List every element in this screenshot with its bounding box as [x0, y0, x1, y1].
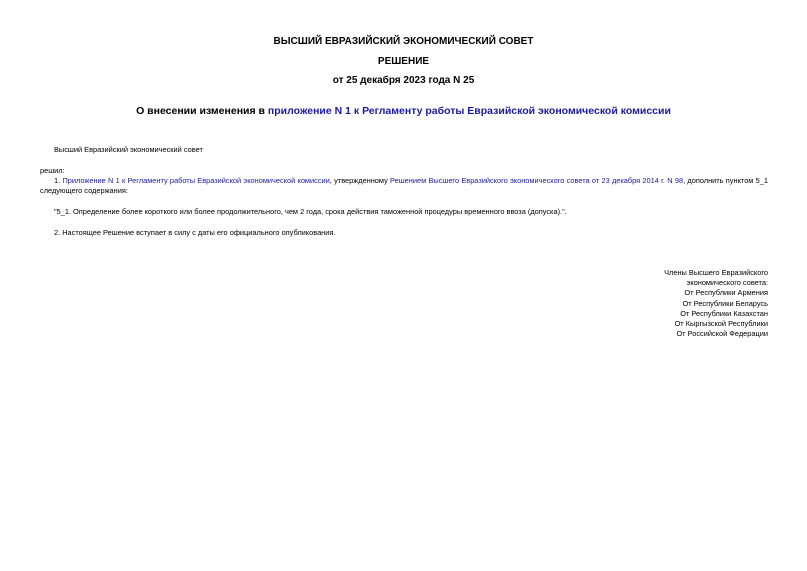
member-item: От Республики Беларусь	[682, 298, 768, 308]
p1-end: , дополнить пунктом 5_1 следующего содержания:	[40, 176, 768, 195]
org-heading: ВЫСШИЙ ЕВРАЗИЙСКИЙ ЭКОНОМИЧЕСКИЙ СОВЕТ	[273, 36, 534, 47]
members-heading-line2: экономического совета:	[686, 278, 768, 288]
paragraph-5-1: "5_1. Определение более короткого или более продолжительного, чем 2 года, срока действия таможенной процедуры временного ввоза (допуска).".	[54, 207, 567, 216]
title-appendix-link[interactable]: приложение N 1 к Регламенту работы Евразийской экономической комиссии	[267, 105, 671, 117]
p1-number: 1.	[54, 176, 63, 185]
date-number-heading: от 25 декабря 2023 года N 25	[332, 75, 475, 86]
member-item: От Республики Армения	[684, 288, 768, 298]
member-item: От Кыргызской Республики	[674, 319, 768, 329]
document-title	[0, 105, 807, 117]
paragraph-2: 2. Настоящее Решение вступает в силу с даты его официального опубликования.	[54, 228, 336, 237]
title-prefix: О внесении изменения в	[136, 105, 268, 117]
decision-98-link[interactable]: Решением Высшего Евразийского экономического совета от 23 декабря 2014 г. N 98	[390, 176, 684, 185]
members-heading-line1: Члены Высшего Евразийского	[664, 268, 768, 277]
resolved-text: решил:	[40, 166, 65, 175]
doc-type-heading: РЕШЕНИЕ	[377, 56, 430, 67]
council-text: Высший Евразийский экономический совет	[54, 145, 203, 154]
member-item: От Республики Казахстан	[680, 308, 768, 318]
members-block	[664, 268, 768, 339]
paragraph-1	[40, 176, 768, 196]
member-item: От Российской Федерации	[676, 329, 768, 339]
appendix-link[interactable]: Приложение N 1 к Регламенту работы Евразийской экономической комиссии	[62, 176, 330, 185]
p1-middle: , утвержденному	[329, 176, 391, 185]
